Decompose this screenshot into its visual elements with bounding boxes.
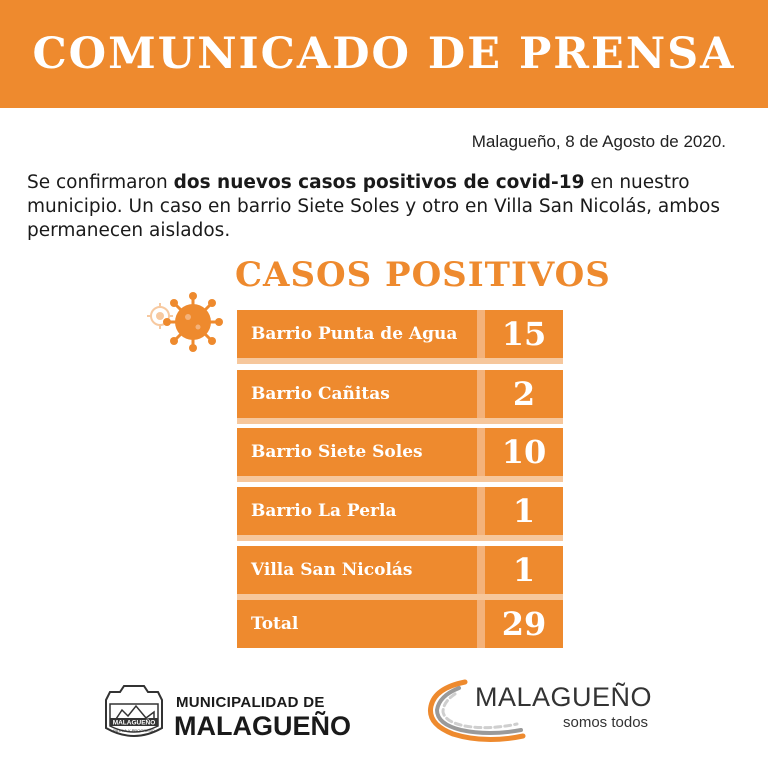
row-divider <box>237 418 563 424</box>
row-separator <box>477 310 485 358</box>
virus-icon <box>138 282 234 378</box>
row-separator <box>477 370 485 418</box>
row-separator <box>477 600 485 648</box>
header-banner <box>0 0 768 108</box>
brand-logo <box>425 674 675 750</box>
row-name: Barrio Punta de Agua <box>237 310 477 358</box>
table-row <box>237 428 563 476</box>
row-name: Villa San Nicolás <box>237 546 477 594</box>
municipalidad-logo <box>100 678 370 746</box>
row-value: 10 <box>485 428 563 476</box>
press-body <box>27 171 727 243</box>
row-name: Barrio Cañitas <box>237 370 477 418</box>
brand-tagline: somos todos <box>563 714 649 731</box>
row-divider <box>237 476 563 482</box>
seal-text: MALAGUEÑO <box>112 719 156 727</box>
municipal-seal-icon <box>100 678 168 746</box>
row-value: 29 <box>485 600 563 648</box>
body-text-part2: en nuestro municipio. Un caso en barrio Siete Soles y otro en Villa San Nicolás, ambos permanecen aislados. <box>27 172 720 241</box>
seal-motto: PATRIA Y PROGRESO <box>113 728 155 733</box>
table-row-total <box>237 600 563 648</box>
row-separator <box>477 428 485 476</box>
municipalidad-line2: MALAGUEÑO <box>174 711 351 741</box>
municipalidad-line1: MUNICIPALIDAD DE <box>176 694 325 711</box>
row-name: Barrio Siete Soles <box>237 428 477 476</box>
row-value: 1 <box>485 487 563 535</box>
row-value: 1 <box>485 546 563 594</box>
row-value: 15 <box>485 310 563 358</box>
row-divider <box>237 535 563 541</box>
row-name: Barrio La Perla <box>237 487 477 535</box>
table-row <box>237 546 563 594</box>
body-text-bold: dos nuevos casos positivos de covid-19 <box>173 172 585 193</box>
row-separator <box>477 546 485 594</box>
table-row <box>237 310 563 358</box>
press-date: Malagueño, 8 de Agosto de 2020. <box>471 132 726 151</box>
table-row <box>237 487 563 535</box>
row-value: 2 <box>485 370 563 418</box>
row-divider <box>237 358 563 364</box>
table-row <box>237 370 563 418</box>
row-separator <box>477 487 485 535</box>
brand-name: MALAGUEÑO <box>475 682 653 712</box>
cases-title: CASOS POSITIVOS <box>235 255 611 295</box>
body-text-part1: Se confirmaron <box>27 172 174 193</box>
row-name: Total <box>237 600 477 648</box>
page-title: COMUNICADO DE PRENSA <box>32 29 736 79</box>
